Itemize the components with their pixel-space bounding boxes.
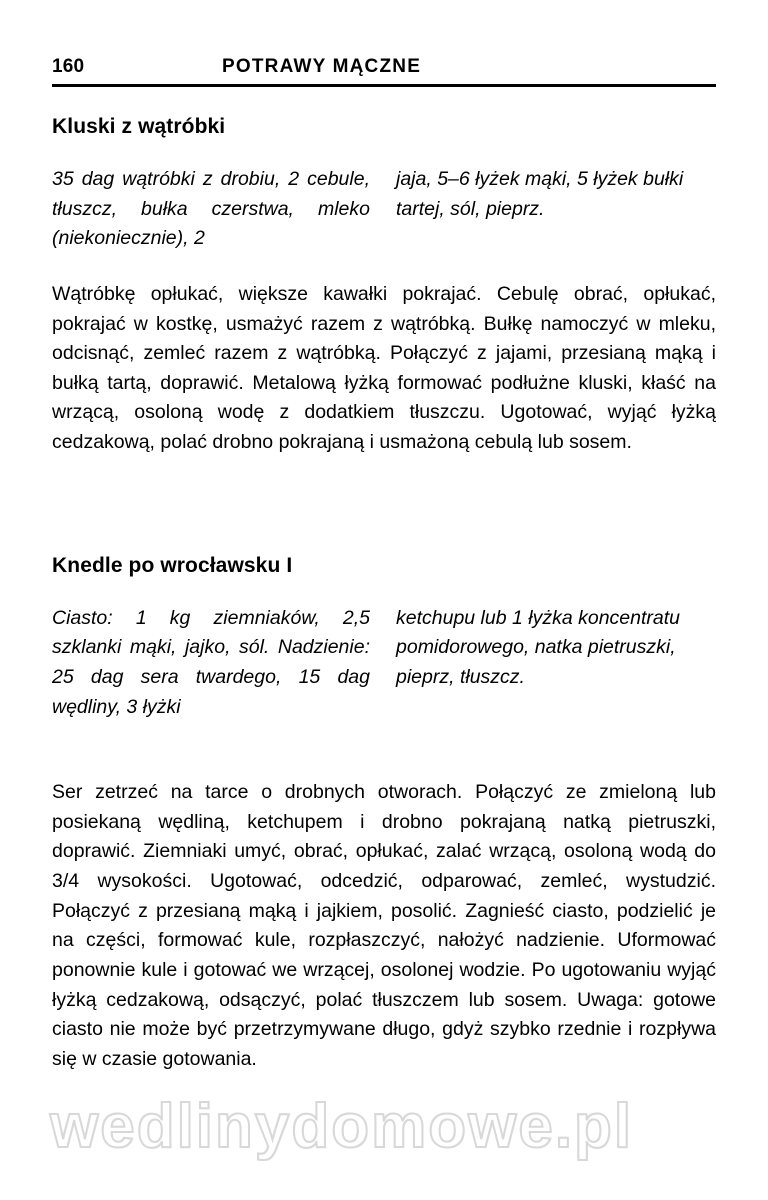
recipe-body-1 [52,280,716,458]
recipe-title-1: Kluski z wątróbki [52,115,226,138]
ingredients-body-spacer [52,748,716,778]
ingredients-column-left-1: 35 dag wątróbki z drobiu, 2 cebule, tłuszcz, bułka czerstwa, mleko (niekoniecznie), 2 [52,168,370,250]
recipe-body-2 [52,778,716,1074]
recipe-title-2: Knedle po wrocławsku I [52,553,293,577]
ingredients-2 [52,604,716,723]
running-header [52,56,716,78]
ingredients-column-right-2: ketchupu lub 1 łyżka koncentratu pomidorowego, natka pietruszki, pieprz, tłuszcz. [396,606,681,688]
recipe-body-paragraph-2: Ser zetrzeć na tarce o drobnych otworach. Połączyć ze zmieloną lub posiekaną wędliną, ketchupem i drobno pokrajaną natką pietruszki, doprawić. Ziemniaki umyć, obrać, opłukać, zalać wrzącą, osoloną wodą do 3/4 wysokości. Ugotować, odcedzić, odparować, zemleć, wystudzić. Połączyć z przesianą mąką i jajkiem, posolić. Zagnieść ciasto, podzielić je na części, formować kule, rozpłaszczyć, nałożyć nadzienie. Uformować ponownie kule i gotować we wrzącej, osolonej wodzie. Po ugotowaniu wyjąć łyżką cedzakową, odsączyć, polać tłuszczem lub sosem. Uwaga: gotowe ciasto nie może być przetrzymywane długo, gdyż szybko rzednie i rozpływa się w czasie gotowania. [52,781,716,1070]
header-rule [52,84,716,87]
ingredients-column-right-1: jaja, 5–6 łyżek mąki, 5 łyżek bułki tartej, sól, pieprz. [396,168,684,220]
section-spacer [52,458,716,554]
watermark: wedlinydomowe.pl [50,1092,634,1161]
ingredients-1 [52,165,716,254]
ingredients-column-left-2: Ciasto: 1 kg ziemniaków, 2,5 szklanki mąki, jajko, sól. Nadzienie: 25 dag sera twardego, 15 dag wędliny, 3 łyżki [52,606,370,718]
running-head-title: POTRAWY MĄCZNE [222,56,422,77]
page-number: 160 [52,56,85,77]
recipe-body-paragraph-1: Wątróbkę opłukać, większe kawałki pokrajać. Cebulę obrać, opłukać, pokrajać w kostkę, usmażyć razem z wątróbką. Bułkę namoczyć w mleku, odcisnąć, zemleć razem z wątróbką. Połączyć z jajami, przesianą mąką i bułką tartą, doprawić. Metalową łyżką formować podłużne kluski, kłaść na wrzącą, osoloną wodę z dodatkiem tłuszczu. Ugotować, wyjąć łyżką cedzakową, polać drobno pokrajaną i usmażoną cebulą lub sosem. [52,282,716,453]
page-content [52,56,716,1074]
